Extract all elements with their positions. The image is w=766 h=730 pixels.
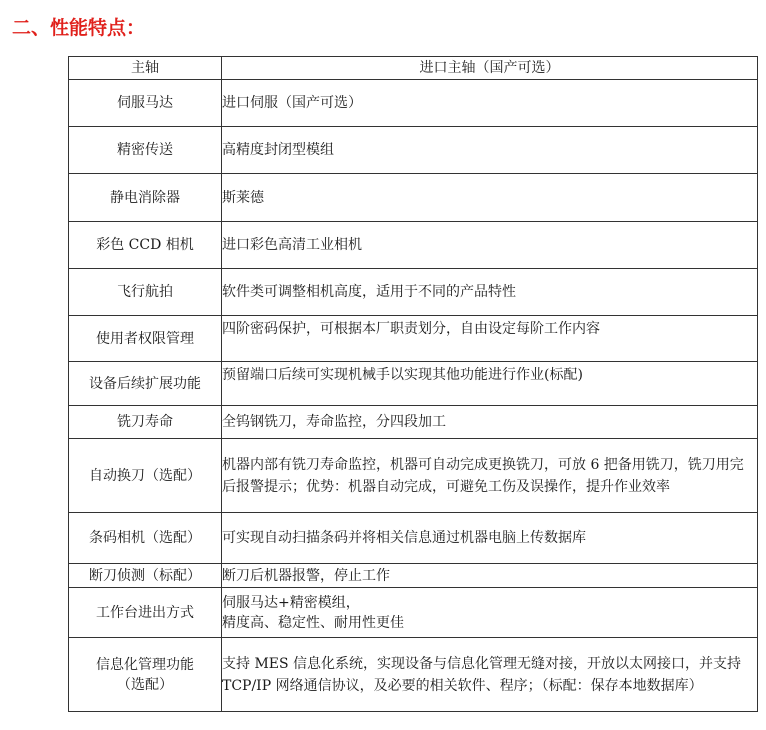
row-value: 进口伺服（国产可选） — [222, 80, 758, 127]
table-row — [69, 588, 758, 638]
table-row — [69, 362, 758, 406]
row-label-line: （选配） — [117, 676, 173, 693]
table-row — [69, 80, 758, 127]
header-label: 主轴 — [69, 57, 222, 80]
row-value: 预留端口后续可实现机械手以实现其他功能进行作业(标配) — [222, 362, 758, 406]
row-value: 斯莱德 — [222, 174, 758, 222]
row-value: 软件类可调整相机高度，适用于不同的产品特性 — [222, 269, 758, 316]
header-value: 进口主轴（国产可选） — [222, 57, 758, 80]
section-heading: 二、性能特点： — [12, 17, 146, 39]
row-label: 条码相机（选配） — [69, 513, 222, 564]
row-label: 彩色 CCD 相机 — [69, 222, 222, 269]
spec-table — [68, 56, 758, 712]
row-label — [69, 638, 222, 712]
row-value: 断刀后机器报警，停止工作 — [222, 564, 758, 588]
table-row — [69, 564, 758, 588]
table-row — [69, 513, 758, 564]
row-label: 静电消除器 — [69, 174, 222, 222]
row-label: 伺服马达 — [69, 80, 222, 127]
table-header-row — [69, 57, 758, 80]
row-value: 四阶密码保护，可根据本厂职责划分，自由设定每阶工作内容 — [222, 316, 758, 362]
row-label: 工作台进出方式 — [69, 588, 222, 638]
row-value: 高精度封闭型模组 — [222, 127, 758, 174]
table-row — [69, 174, 758, 222]
row-label-line: 信息化管理功能 — [96, 656, 194, 673]
table-row — [69, 638, 758, 712]
row-value — [222, 588, 758, 638]
row-label: 自动换刀（选配） — [69, 439, 222, 513]
table-row — [69, 222, 758, 269]
row-label: 飞行航拍 — [69, 269, 222, 316]
row-value-line: 精度高、稳定性、耐用性更佳 — [222, 614, 404, 631]
table-row — [69, 406, 758, 439]
row-label: 使用者权限管理 — [69, 316, 222, 362]
row-value: 可实现自动扫描条码并将相关信息通过机器电脑上传数据库 — [222, 513, 758, 564]
row-label: 精密传送 — [69, 127, 222, 174]
table-row — [69, 127, 758, 174]
row-label: 铣刀寿命 — [69, 406, 222, 439]
row-label: 设备后续扩展功能 — [69, 362, 222, 406]
row-value-line: 伺服马达+精密模组， — [222, 594, 360, 611]
row-value: 支持 MES 信息化系统，实现设备与信息化管理无缝对接，开放以太网接口，并支持 TCP/IP 网络通信协议，及必要的相关软件、程序；（标配：保存本地数据库） — [222, 638, 758, 712]
row-value: 全钨钢铣刀，寿命监控，分四段加工 — [222, 406, 758, 439]
table-row — [69, 439, 758, 513]
table-row — [69, 316, 758, 362]
table-row — [69, 269, 758, 316]
row-value: 机器内部有铣刀寿命监控，机器可自动完成更换铣刀，可放 6 把备用铣刀，铣刀用完后报警提示；优势：机器自动完成，可避免工伤及误操作，提升作业效率 — [222, 439, 758, 513]
row-label: 断刀侦测（标配） — [69, 564, 222, 588]
row-value: 进口彩色高清工业相机 — [222, 222, 758, 269]
